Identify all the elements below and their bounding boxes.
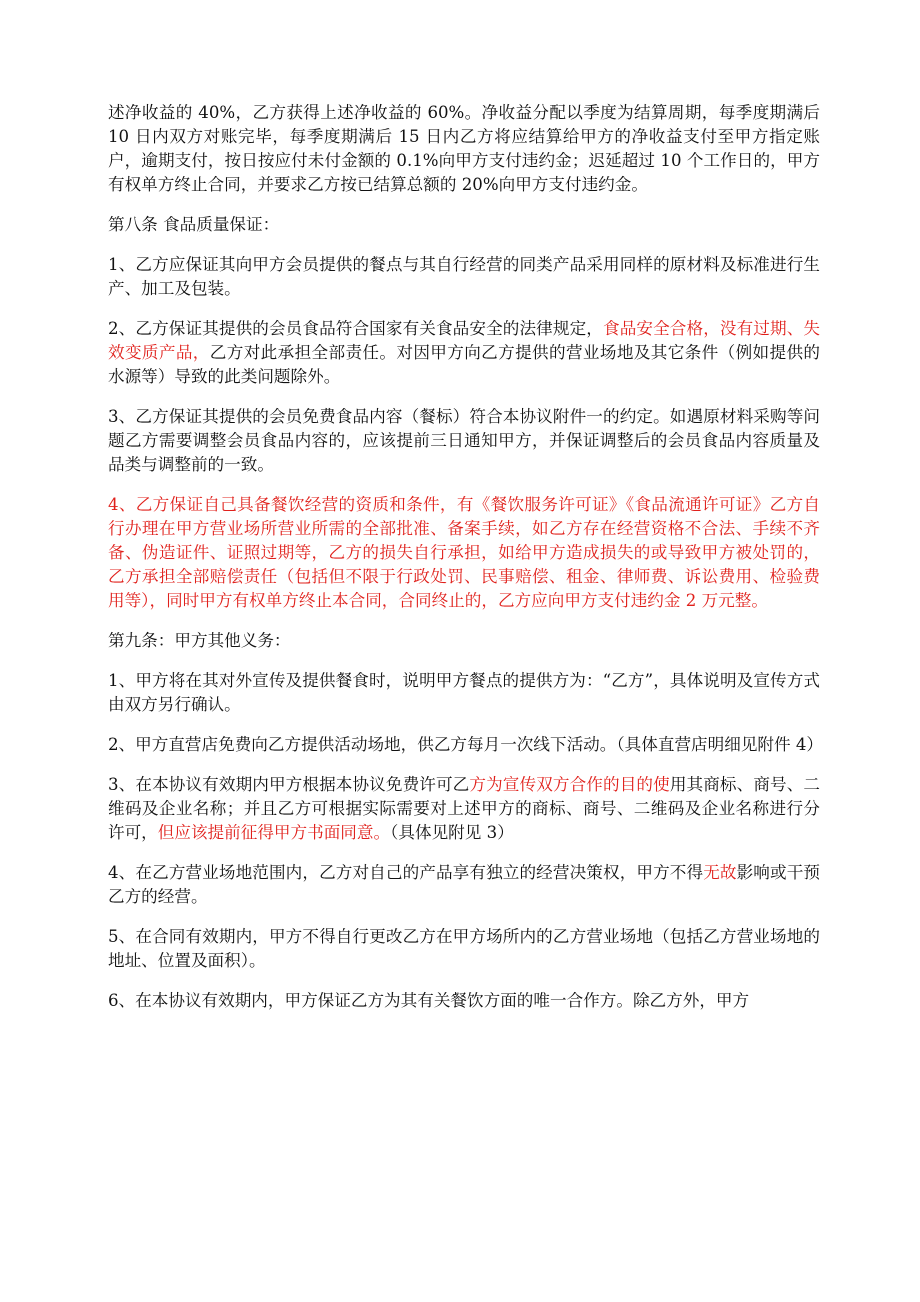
document-page	[108, 101, 824, 1029]
highlighted-text: 但应该提前征得甲方书面同意。	[157, 823, 391, 842]
highlighted-text: 无故	[703, 863, 737, 882]
text-segment: 4、在乙方营业场地范围内，乙方对自己的产品享有独立的经营决策权，甲方不得	[108, 863, 704, 882]
paragraph-9-4	[108, 861, 820, 909]
text-segment: 6、在本协议有效期内，甲方保证乙方为其有关餐饮方面的唯一合作方。除乙方外，甲方	[108, 991, 750, 1010]
paragraph-9-3	[108, 773, 820, 845]
text-segment: 第八条 食品质量保证：	[108, 215, 280, 234]
text-segment: 3、在本协议有效期内甲方根据本协议免费许可乙	[108, 775, 470, 794]
text-segment: 2、乙方保证其提供的会员食品符合国家有关食品安全的法律规定，	[108, 319, 603, 338]
text-segment: 1、甲方将在其对外宣传及提供餐食时，说明甲方餐点的提供方为：“乙方”，具体说明及宣传方式由双方另行确认。	[108, 671, 820, 714]
paragraph-8-1	[108, 253, 820, 301]
text-segment: 乙方对此承担全部责任。对因甲方向乙方提供的营业场地及其它条件（例如提供的水源等）导致的此类问题除外。	[108, 343, 821, 386]
paragraph-9-5	[108, 925, 820, 973]
text-segment: 影响或干预乙方的经营。	[108, 863, 821, 906]
heading-article-8	[108, 213, 820, 237]
paragraph-8-2	[108, 317, 820, 389]
text-segment: 述净收益的 40%，乙方获得上述净收益的 60%。净收益分配以季度为结算周期，每季度期满后 10 日内双方对账完毕，每季度期满后 15 日内乙方将应结算给甲方的净收益支付至甲方指定账户，逾期支付，按日按应付未付金额的 0.1%向甲方支付违约金；迟延超过 10 个工作日的，甲方有权单方终止合同，并要求乙方按已结算总额的 20%向甲方支付违约金。	[108, 103, 820, 194]
heading-article-9	[108, 629, 820, 653]
text-segment: 2、甲方直营店免费向乙方提供活动场地，供乙方每月一次线下活动。（具体直营店明细见附件 4）	[108, 735, 824, 754]
text-segment: 1、乙方应保证其向甲方会员提供的餐点与其自行经营的同类产品采用同样的原材料及标准进行生产、加工及包装。	[108, 255, 820, 298]
highlighted-text: 4、乙方保证自己具备餐饮经营的资质和条件，有《餐饮服务许可证》《食品流通许可证》乙方自行办理在甲方营业场所营业所需的全部批准、备案手续，如乙方存在经营资格不合法、手续不齐备、伪造证件、证照过期等，乙方的损失自行承担，如给甲方造成损失的或导致甲方被处罚的，乙方承担全部赔偿责任（包括但不限于行政处罚、民事赔偿、租金、律师费、诉讼费用、检验费用等），同时甲方有权单方终止本合同，合同终止的，乙方应向甲方支付违约金 2 万元整。	[108, 495, 820, 610]
text-segment: （具体见附见 3）	[390, 823, 514, 842]
paragraph-9-1	[108, 669, 820, 717]
paragraph-9-2	[108, 733, 824, 757]
text-segment: 3、乙方保证其提供的会员免费食品内容（餐标）符合本协议附件一的约定。如遇原材料采购等问题乙方需要调整会员食品内容的，应该提前三日通知甲方，并保证调整后的会员食品内容质量及品类与调整前的一致。	[108, 407, 820, 474]
highlighted-text: 食品安全合格，没有过期、失效变质产品，	[108, 319, 821, 362]
text-segment: 第九条：甲方其他义务：	[108, 631, 291, 650]
paragraph-net-income-distribution	[108, 101, 820, 197]
text-segment: 5、在合同有效期内，甲方不得自行更改乙方在甲方场所内的乙方营业场地（包括乙方营业场地的地址、位置及面积）。	[108, 927, 820, 970]
paragraph-9-6	[108, 989, 820, 1013]
text-segment: 用其商标、商号、二维码及企业名称；并且乙方可根据实际需要对上述甲方的商标、商号、二维码及企业名称进行分许可，	[108, 775, 821, 842]
paragraph-8-3	[108, 405, 820, 477]
paragraph-8-4	[108, 493, 820, 613]
highlighted-text: 方为宣传双方合作的目的使	[469, 775, 670, 794]
